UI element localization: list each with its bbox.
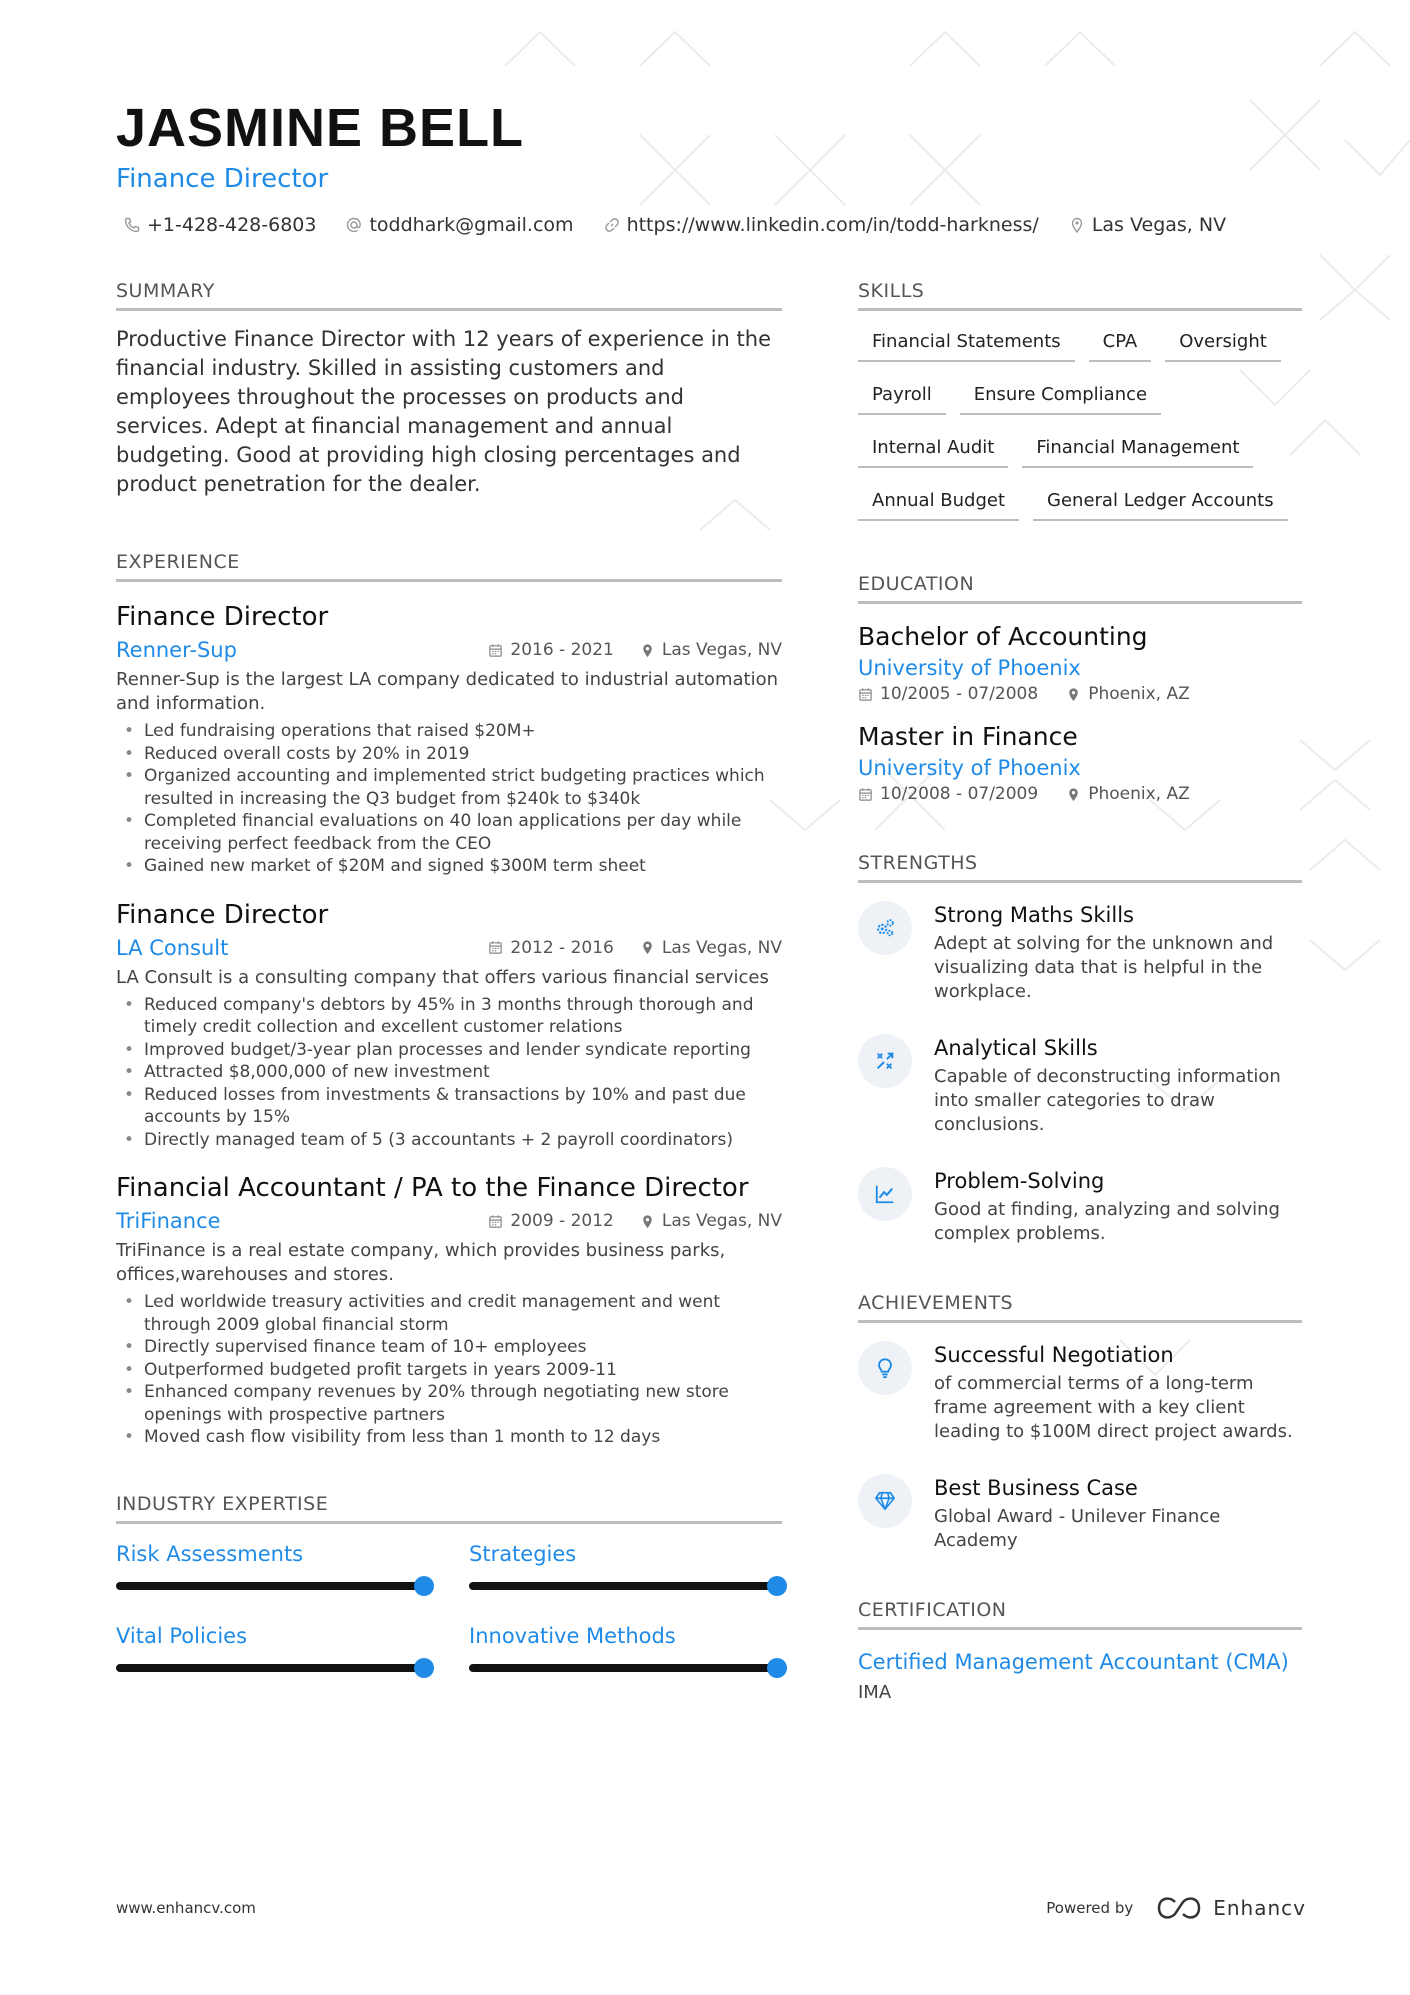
company-name[interactable]: TriFinance	[116, 1209, 221, 1233]
expertise-level-knob	[767, 1576, 787, 1596]
job-meta-details	[488, 1211, 782, 1231]
company-name[interactable]: Renner-Sup	[116, 638, 237, 662]
job-list	[116, 600, 782, 1449]
strength-list	[858, 901, 1302, 1246]
phone-text: +1-428-428-6803	[147, 214, 317, 236]
skill-tag: Financial Management	[1022, 431, 1253, 468]
bullet-item: • Reduced losses from investments & transactions by 10% and past due accounts by 15%	[116, 1084, 782, 1129]
line-chart-icon	[858, 1167, 912, 1221]
education-location-text: Phoenix, AZ	[1088, 784, 1190, 804]
job-entry	[116, 898, 782, 1152]
calendar-icon	[488, 643, 503, 658]
skill-tag: Internal Audit	[858, 431, 1008, 468]
expertise-item	[469, 1624, 782, 1672]
footer-brand	[1046, 1896, 1306, 1920]
skill-tag: Annual Budget	[858, 484, 1019, 521]
strength-item	[858, 901, 1302, 1004]
achievement-description: Global Award - Unilever Finance Academy	[934, 1506, 1221, 1551]
job-description: TriFinance is a real estate company, which provides business parks, offices,warehouses and stores.	[116, 1240, 726, 1285]
job-location	[640, 938, 782, 958]
education-entry	[858, 620, 1302, 704]
contact-bar	[116, 214, 1306, 236]
education-meta	[858, 784, 1302, 804]
job-bullets	[116, 1291, 782, 1449]
section-title: STRENGTHS	[858, 852, 1302, 883]
bullet-item: • Outperformed budgeted profit targets in years 2009-11	[116, 1359, 782, 1382]
bullet-item: • Improved budget/3-year plan processes and lender syndicate reporting	[116, 1039, 782, 1062]
strength-item	[858, 1167, 1302, 1246]
expertise-item	[469, 1542, 782, 1590]
bullet-item: • Moved cash flow visibility from less than 1 month to 12 days	[116, 1426, 782, 1449]
skill-tag: Ensure Compliance	[960, 378, 1161, 415]
school-name[interactable]: University of Phoenix	[858, 756, 1081, 780]
job-dates	[488, 640, 613, 660]
contact-email[interactable]	[346, 214, 573, 236]
linkedin-text: https://www.linkedin.com/in/todd-harkness/	[626, 214, 1039, 236]
candidate-role: Finance Director	[116, 164, 329, 194]
contact-linkedin[interactable]	[604, 214, 1039, 236]
education-location-text: Phoenix, AZ	[1088, 684, 1190, 704]
enhancv-logo-icon	[1155, 1896, 1203, 1920]
achievement-item	[858, 1474, 1302, 1553]
certification-section	[858, 1599, 1302, 1703]
strength-body	[934, 901, 1302, 1004]
bullet-item: • Reduced overall costs by 20% in 2019	[116, 743, 782, 766]
skill-tag: CPA	[1089, 325, 1152, 362]
skill-tags	[858, 325, 1302, 521]
education-section	[858, 573, 1302, 804]
summary-text: Productive Finance Director with 12 years of experience in the financial industry. Skilled in assisting customers and employees throughout the processes on products and services. Adept at financial management and annual budgeting. Good at providing high closing percentages and product penetration for the dealer.	[116, 327, 771, 496]
expertise-section	[116, 1493, 782, 1672]
achievement-description: of commercial terms of a long-term frame agreement with a key client leading to $100M direct project awards.	[934, 1373, 1293, 1442]
job-title: Finance Director	[116, 602, 329, 632]
job-title: Financial Accountant / PA to the Finance Director	[116, 1173, 749, 1203]
achievement-item	[858, 1341, 1302, 1444]
location-pin-icon	[640, 1214, 655, 1229]
achievements-section	[858, 1292, 1302, 1553]
skill-tag: Financial Statements	[858, 325, 1075, 362]
footer-website[interactable]: www.enhancv.com	[116, 1899, 256, 1917]
calendar-icon	[858, 787, 873, 802]
job-location-text: Las Vegas, NV	[661, 1211, 782, 1231]
calendar-icon	[488, 1214, 503, 1229]
job-dates	[488, 938, 613, 958]
at-icon	[346, 217, 362, 233]
certification-issuer: IMA	[858, 1682, 892, 1703]
job-bullets	[116, 994, 782, 1152]
education-location	[1066, 684, 1190, 704]
strength-title: Problem-Solving	[934, 1169, 1105, 1193]
job-title: Finance Director	[116, 899, 329, 930]
education-meta	[858, 684, 1302, 704]
job-dates-text: 2009 - 2012	[510, 1211, 614, 1231]
strength-title: Strong Maths Skills	[934, 903, 1134, 927]
expertise-bar	[469, 1582, 777, 1590]
expertise-bar	[116, 1664, 424, 1672]
education-dates-text: 10/2005 - 07/2008	[880, 684, 1039, 704]
skill-tag: Payroll	[858, 378, 946, 415]
job-entry	[116, 1171, 782, 1449]
job-bullets	[116, 720, 782, 878]
strength-description: Good at finding, analyzing and solving complex problems.	[934, 1199, 1280, 1244]
calendar-icon	[858, 687, 873, 702]
email-text: toddhark@gmail.com	[369, 214, 574, 236]
section-title: EXPERIENCE	[116, 551, 782, 582]
job-location	[640, 1211, 782, 1231]
powered-by-text: Powered by	[1046, 1899, 1134, 1917]
job-meta-details	[488, 938, 782, 958]
expertise-item	[116, 1624, 429, 1672]
school-name[interactable]: University of Phoenix	[858, 656, 1081, 680]
location-pin-icon	[640, 940, 655, 955]
resume-page	[116, 96, 1306, 1703]
expertise-label: Vital Policies	[116, 1623, 248, 1648]
expertise-label: Innovative Methods	[469, 1623, 676, 1648]
achievement-body	[934, 1341, 1302, 1444]
bullet-item: • Directly supervised finance team of 10+ employees	[116, 1336, 782, 1359]
location-pin-icon	[1069, 217, 1085, 233]
degree-title: Bachelor of Accounting	[858, 622, 1148, 651]
strength-body	[934, 1034, 1302, 1137]
job-meta	[116, 936, 782, 960]
bullet-item: • Reduced company's debtors by 45% in 3 months through thorough and timely credit collection and excellent customer relations	[116, 994, 782, 1039]
degree-title: Master in Finance	[858, 722, 1078, 751]
strength-description: Adept at solving for the unknown and visualizing data that is helpful in the workplace.	[934, 933, 1274, 1002]
achievement-title: Successful Negotiation	[934, 1343, 1174, 1367]
location-text: Las Vegas, NV	[1091, 214, 1227, 236]
achievement-body	[934, 1474, 1302, 1553]
job-dates-text: 2016 - 2021	[510, 640, 614, 660]
job-meta	[116, 1209, 782, 1233]
job-location	[640, 640, 782, 660]
achievement-list	[858, 1341, 1302, 1553]
calendar-icon	[488, 940, 503, 955]
achievement-title: Best Business Case	[934, 1476, 1138, 1500]
job-dates-text: 2012 - 2016	[510, 937, 614, 958]
job-description: Renner-Sup is the largest LA company dedicated to industrial automation and information.	[116, 669, 778, 714]
strength-title: Analytical Skills	[934, 1036, 1098, 1060]
education-list	[858, 620, 1302, 804]
education-location	[1066, 784, 1190, 804]
location-pin-icon	[1066, 687, 1081, 702]
section-title: EDUCATION	[858, 573, 1302, 604]
footer	[116, 1896, 1306, 1920]
location-pin-icon	[1066, 787, 1081, 802]
analysis-icon	[858, 1034, 912, 1088]
phone-icon	[124, 217, 140, 233]
education-dates	[858, 684, 1038, 704]
bullet-item: • Led fundraising operations that raised $20M+	[116, 720, 782, 743]
job-dates	[488, 1211, 613, 1231]
section-title: ACHIEVEMENTS	[858, 1292, 1302, 1323]
expertise-level-knob	[414, 1658, 434, 1678]
company-name[interactable]: LA Consult	[116, 935, 229, 960]
job-meta	[116, 638, 782, 662]
expertise-bar	[469, 1664, 777, 1672]
bullet-item: • Enhanced company revenues by 20% through negotiating new store openings with prospective partners	[116, 1381, 782, 1426]
gears-icon	[858, 901, 912, 955]
strengths-section	[858, 852, 1302, 1246]
education-dates	[858, 784, 1038, 804]
section-title: INDUSTRY EXPERTISE	[116, 1493, 782, 1524]
job-location-text: Las Vegas, NV	[661, 640, 782, 660]
expertise-level-knob	[767, 1658, 787, 1678]
brand-name: Enhancv	[1213, 1896, 1306, 1920]
bullet-item: • Organized accounting and implemented strict budgeting practices which resulted in increasing the Q3 budget from $240k to $340k	[116, 765, 782, 810]
contact-phone[interactable]	[124, 214, 316, 236]
candidate-name: JASMINE BELL	[116, 98, 525, 158]
expertise-bar	[116, 1582, 424, 1590]
lightbulb-icon	[858, 1341, 912, 1395]
certification-name: Certified Management Accountant (CMA)	[858, 1650, 1289, 1674]
right-column	[858, 280, 1302, 1703]
expertise-label: Risk Assessments	[116, 1541, 304, 1566]
skill-tag: General Ledger Accounts	[1033, 484, 1288, 521]
contact-location	[1069, 214, 1226, 236]
bullet-item: • Completed financial evaluations on 40 loan applications per day while receiving perfect feedback from the CEO	[116, 810, 782, 855]
bullet-item: • Attracted $8,000,000 of new investment	[116, 1061, 782, 1084]
education-dates-text: 10/2008 - 07/2009	[880, 784, 1039, 804]
diamond-icon	[858, 1474, 912, 1528]
experience-section	[116, 551, 782, 1449]
summary-section	[116, 280, 782, 499]
strength-item	[858, 1034, 1302, 1137]
education-entry	[858, 720, 1302, 804]
section-title: SKILLS	[858, 280, 1302, 311]
bullet-item: • Directly managed team of 5 (3 accountants + 2 payroll coordinators)	[116, 1129, 782, 1152]
job-meta-details	[488, 640, 782, 660]
job-description: LA Consult is a consulting company that offers various financial services	[116, 966, 769, 988]
job-entry	[116, 600, 782, 878]
location-pin-icon	[640, 643, 655, 658]
job-location-text: Las Vegas, NV	[661, 937, 782, 958]
enhancv-logo[interactable]	[1155, 1896, 1306, 1920]
skill-tag: Oversight	[1165, 325, 1281, 362]
skills-section	[858, 280, 1302, 521]
bullet-item: • Gained new market of $20M and signed $300M term sheet	[116, 855, 782, 878]
section-title: CERTIFICATION	[858, 1599, 1302, 1630]
left-column	[116, 280, 782, 1672]
expertise-level-knob	[414, 1576, 434, 1596]
expertise-grid	[116, 1542, 782, 1672]
section-title: SUMMARY	[116, 280, 782, 311]
bullet-item: • Led worldwide treasury activities and credit management and went through 2009 global financial storm	[116, 1291, 782, 1336]
expertise-item	[116, 1542, 429, 1590]
link-icon	[604, 217, 620, 233]
expertise-label: Strategies	[469, 1541, 577, 1566]
strength-description: Capable of deconstructing information into smaller categories to draw conclusions.	[934, 1066, 1281, 1135]
strength-body	[934, 1167, 1302, 1246]
